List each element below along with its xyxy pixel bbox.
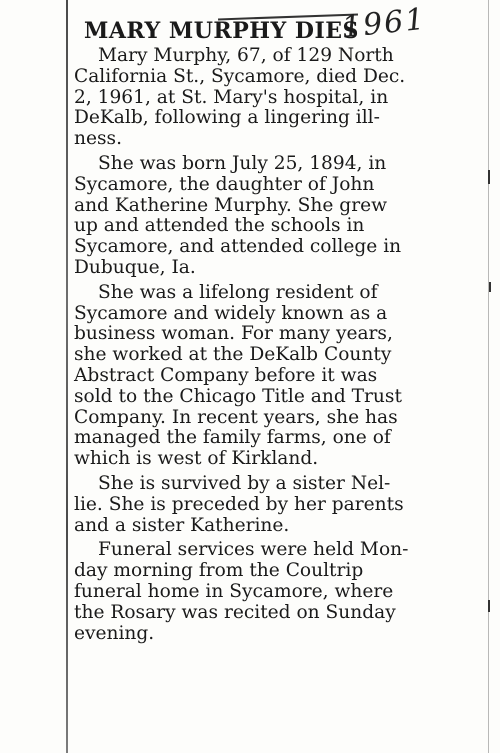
text-line: She is survived by a sister Nel- xyxy=(98,472,391,494)
paragraph-death-notice xyxy=(74,46,474,150)
text-line: the Rosary was recited on Sunday xyxy=(74,601,396,623)
text-line: Sycamore, and attended college in xyxy=(74,236,402,258)
paragraph-career xyxy=(74,283,474,470)
text-line: sold to the Chicago Title and Trust xyxy=(74,385,402,407)
text-line: 2, 1961, at St. Mary's hospital, in xyxy=(74,86,389,108)
text-line: She was a lifelong resident of xyxy=(98,281,378,303)
text-line: California St., Sycamore, died Dec. xyxy=(74,65,406,87)
obituary-headline: MARY MURPHY DIES xyxy=(84,18,359,44)
text-line: Mary Murphy, 67, of 129 North xyxy=(98,45,394,66)
paragraph-birth xyxy=(74,154,474,279)
text-line: DeKalb, following a lingering ill- xyxy=(74,107,380,129)
text-line: lie. She is preceded by her parents xyxy=(74,493,404,515)
text-line: and a sister Katherine. xyxy=(74,514,290,536)
text-line: ness. xyxy=(74,128,122,150)
obituary-body xyxy=(74,46,474,644)
paragraph-funeral xyxy=(74,540,474,644)
text-line: up and attended the schools in xyxy=(74,215,365,237)
text-line: Sycamore, the daughter of John xyxy=(74,173,375,195)
text-line: funeral home in Sycamore, where xyxy=(74,580,394,602)
text-line: Abstract Company before it was xyxy=(74,364,378,386)
handwritten-year: 1961 xyxy=(340,1,428,46)
clipping-right-edge xyxy=(488,0,489,753)
scan-mark xyxy=(488,170,490,184)
text-line: managed the family farms, one of xyxy=(74,427,391,449)
text-line: she worked at the DeKalb County xyxy=(74,344,392,366)
text-line: Sycamore and widely known as a xyxy=(74,302,388,324)
text-line: Dubuque, Ia. xyxy=(74,256,196,278)
text-line: business woman. For many years, xyxy=(74,323,393,345)
scan-mark xyxy=(489,282,491,292)
paragraph-survivors xyxy=(74,474,474,536)
text-line: She was born July 25, 1894, in xyxy=(98,152,387,174)
text-line: Company. In recent years, she has xyxy=(74,406,398,428)
text-line: Funeral services were held Mon- xyxy=(98,539,409,561)
text-line: evening. xyxy=(74,622,155,644)
text-line: and Katherine Murphy. She grew xyxy=(74,194,387,216)
clipping-left-edge xyxy=(66,0,68,753)
text-line: which is west of Kirkland. xyxy=(74,448,319,470)
text-line: day morning from the Coultrip xyxy=(74,560,364,582)
scan-mark xyxy=(488,600,490,612)
